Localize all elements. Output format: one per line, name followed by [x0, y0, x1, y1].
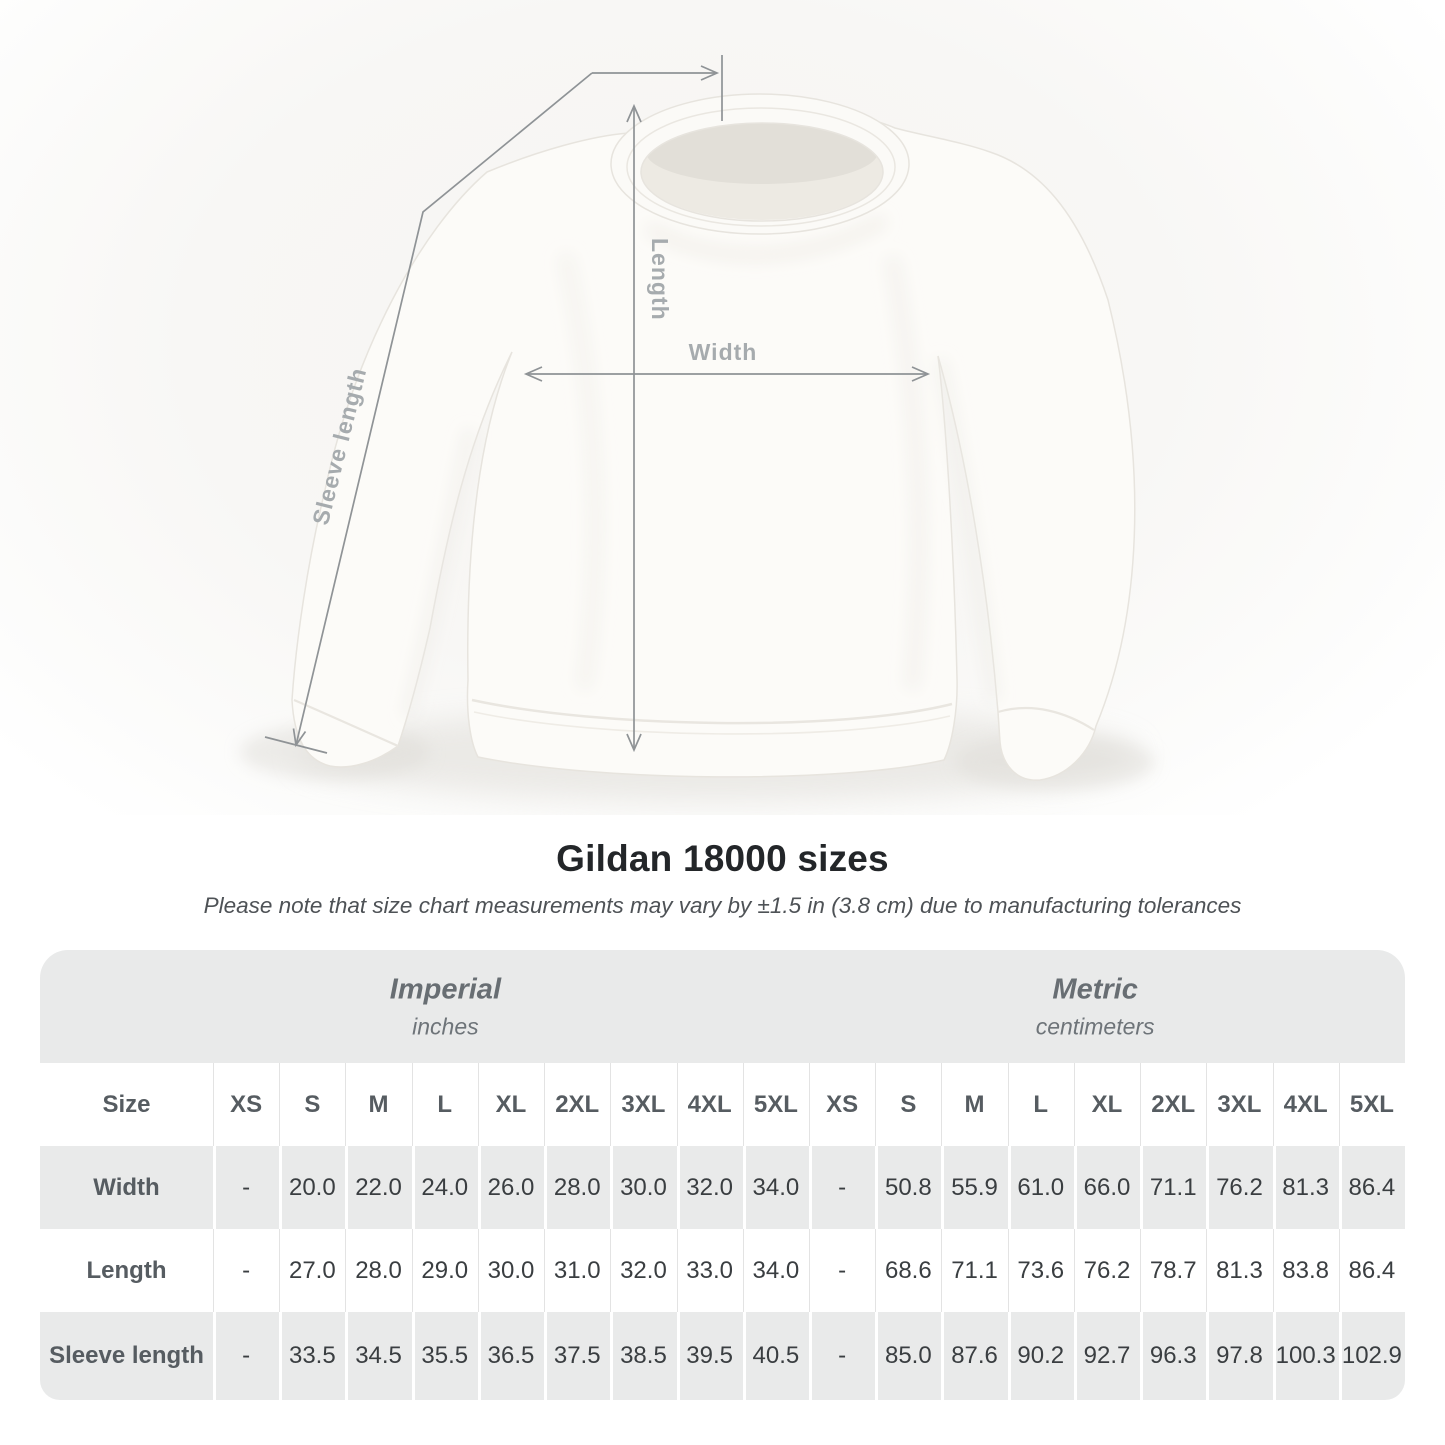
length-metric-5xl: 86.4 — [1339, 1229, 1405, 1312]
length-imperial-xs: - — [213, 1229, 279, 1312]
col-header-imperial-l: L — [412, 1063, 478, 1146]
length-metric-xl: 76.2 — [1074, 1229, 1140, 1312]
width-metric-5xl: 86.4 — [1339, 1146, 1405, 1229]
length-metric-l: 73.6 — [1008, 1229, 1074, 1312]
col-header-metric-xs: XS — [809, 1063, 875, 1146]
col-header-imperial-m: M — [345, 1063, 411, 1146]
width-metric-4xl: 81.3 — [1273, 1146, 1339, 1229]
width-imperial-3xl: 30.0 — [610, 1146, 676, 1229]
sleeve-imperial-4xl: 39.5 — [677, 1312, 743, 1400]
sleeve-imperial-xs: - — [213, 1312, 279, 1400]
size-table — [40, 950, 1405, 1400]
col-header-imperial-xl: XL — [478, 1063, 544, 1146]
unit-header-band — [40, 950, 1405, 1063]
width-imperial-s: 20.0 — [279, 1146, 345, 1229]
col-header-imperial-3xl: 3XL — [610, 1063, 676, 1146]
width-metric-m: 55.9 — [941, 1146, 1007, 1229]
sleeve-metric-5xl: 102.9 — [1339, 1312, 1405, 1400]
length-metric-s: 68.6 — [875, 1229, 941, 1312]
sleeve-imperial-m: 34.5 — [345, 1312, 411, 1400]
metric-group-header — [1036, 973, 1155, 1040]
page-title: Gildan 18000 sizes — [556, 838, 889, 879]
col-header-metric-s: S — [875, 1063, 941, 1146]
width-metric-s: 50.8 — [875, 1146, 941, 1229]
width-metric-3xl: 76.2 — [1206, 1146, 1272, 1229]
col-header-metric-l: L — [1008, 1063, 1074, 1146]
length-imperial-3xl: 32.0 — [610, 1229, 676, 1312]
sleeve-imperial-2xl: 37.5 — [544, 1312, 610, 1400]
sleeve-metric-2xl: 96.3 — [1140, 1312, 1206, 1400]
length-imperial-5xl: 34.0 — [743, 1229, 809, 1312]
metric-unit: centimeters — [1035, 1013, 1155, 1039]
metric-label: Metric — [1052, 973, 1138, 1005]
width-imperial-2xl: 28.0 — [544, 1146, 610, 1229]
sleeve-imperial-s: 33.5 — [279, 1312, 345, 1400]
sleeve-measure-label: Sleeve length — [307, 364, 372, 528]
length-imperial-s: 27.0 — [279, 1229, 345, 1312]
width-metric-2xl: 71.1 — [1140, 1146, 1206, 1229]
width-imperial-4xl: 32.0 — [677, 1146, 743, 1229]
col-header-metric-2xl: 2XL — [1140, 1063, 1206, 1146]
sleeve-metric-4xl: 100.3 — [1273, 1312, 1339, 1400]
tolerance-note: Please note that size chart measurements may vary by ±1.5 in (3.8 cm) due to manufacturing tolerances — [203, 893, 1242, 918]
width-imperial-xs: - — [213, 1146, 279, 1229]
col-header-imperial-s: S — [279, 1063, 345, 1146]
length-metric-m: 71.1 — [941, 1229, 1007, 1312]
sleeve-metric-3xl: 97.8 — [1206, 1312, 1272, 1400]
col-header-metric-5xl: 5XL — [1339, 1063, 1405, 1146]
sleeve-metric-m: 87.6 — [941, 1312, 1007, 1400]
length-metric-3xl: 81.3 — [1206, 1229, 1272, 1312]
sleeve-metric-s: 85.0 — [875, 1312, 941, 1400]
col-header-imperial-xs: XS — [213, 1063, 279, 1146]
col-header-metric-4xl: 4XL — [1273, 1063, 1339, 1146]
width-metric-l: 61.0 — [1008, 1146, 1074, 1229]
width-imperial-l: 24.0 — [412, 1146, 478, 1229]
width-metric-xl: 66.0 — [1074, 1146, 1140, 1229]
length-metric-2xl: 78.7 — [1140, 1229, 1206, 1312]
length-imperial-xl: 30.0 — [478, 1229, 544, 1312]
col-header-imperial-5xl: 5XL — [743, 1063, 809, 1146]
width-imperial-m: 22.0 — [345, 1146, 411, 1229]
size-column-header: Size — [40, 1063, 213, 1146]
imperial-group-header — [390, 973, 501, 1040]
length-metric-4xl: 83.8 — [1273, 1229, 1339, 1312]
width-measure-label: Width — [688, 339, 758, 365]
col-header-imperial-2xl: 2XL — [544, 1063, 610, 1146]
sleeve-metric-l: 90.2 — [1008, 1312, 1074, 1400]
sleeve-metric-xs: - — [809, 1312, 875, 1400]
width-imperial-5xl: 34.0 — [743, 1146, 809, 1229]
sleeve-imperial-5xl: 40.5 — [743, 1312, 809, 1400]
length-imperial-4xl: 33.0 — [677, 1229, 743, 1312]
length-metric-xs: - — [809, 1229, 875, 1312]
imperial-label: Imperial — [389, 973, 501, 1005]
imperial-unit: inches — [412, 1013, 479, 1039]
caption — [0, 838, 1445, 919]
width-metric-xs: - — [809, 1146, 875, 1229]
length-imperial-m: 28.0 — [345, 1229, 411, 1312]
width-imperial-xl: 26.0 — [478, 1146, 544, 1229]
sleeve-imperial-xl: 36.5 — [478, 1312, 544, 1400]
col-header-metric-3xl: 3XL — [1206, 1063, 1272, 1146]
col-header-metric-m: M — [941, 1063, 1007, 1146]
length-imperial-2xl: 31.0 — [544, 1229, 610, 1312]
col-header-metric-xl: XL — [1074, 1063, 1140, 1146]
sleeve-imperial-3xl: 38.5 — [610, 1312, 676, 1400]
row-label-length: Length — [40, 1229, 213, 1312]
sleeve-metric-xl: 92.7 — [1074, 1312, 1140, 1400]
sleeve-imperial-l: 35.5 — [412, 1312, 478, 1400]
length-imperial-l: 29.0 — [412, 1229, 478, 1312]
length-measure-label: Length — [647, 238, 673, 321]
row-label-sleeve-length: Sleeve length — [40, 1312, 213, 1400]
row-label-width: Width — [40, 1146, 213, 1229]
col-header-imperial-4xl: 4XL — [677, 1063, 743, 1146]
